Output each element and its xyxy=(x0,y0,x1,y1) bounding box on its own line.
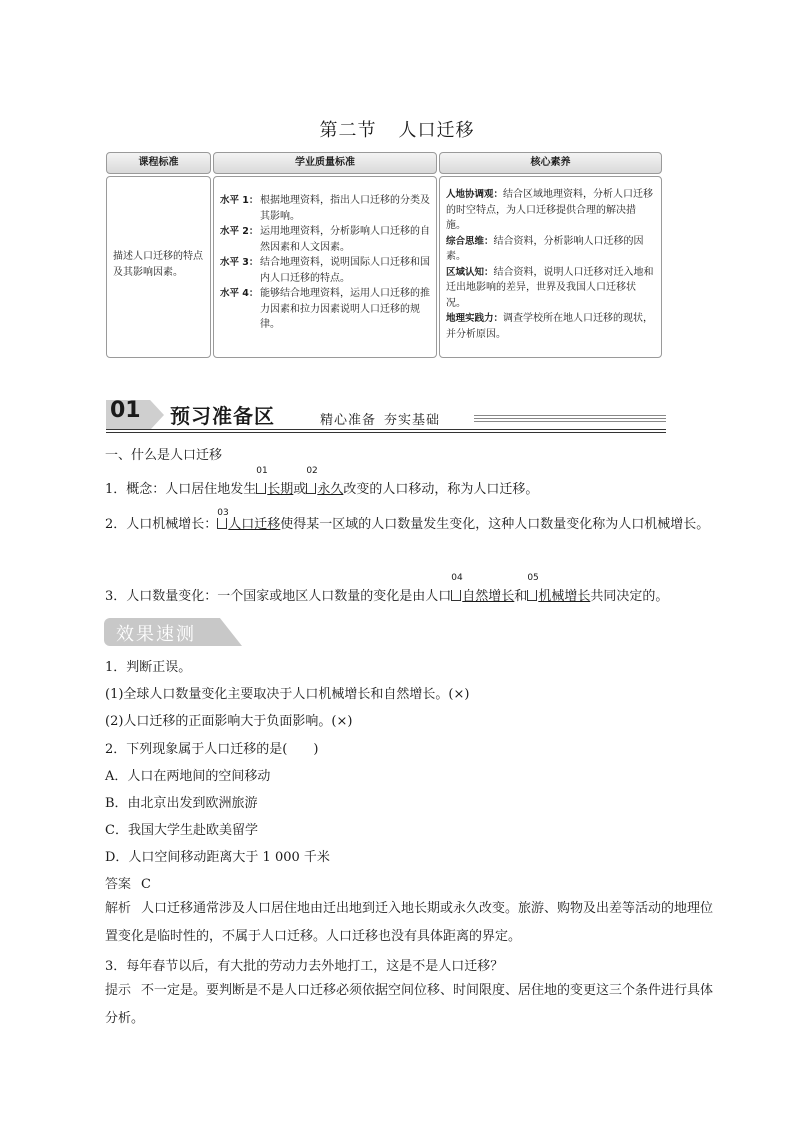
section-topic: 人口迁移 xyxy=(398,120,475,141)
quality-standard-cell xyxy=(213,176,437,358)
q3-stem: 3．每年春节以后，有大批的劳动力去外地打工，这是不是人口迁移？ xyxy=(105,959,504,974)
fill-blank: 02 永久 xyxy=(306,466,344,497)
course-standard-cell xyxy=(106,176,211,358)
literacy-item: 人地协调观：结合区域地理资料，分析人口迁移的时空特点，为人口迁移提供合理的解决措施。 xyxy=(446,189,654,231)
section-banner xyxy=(106,396,666,434)
standards-table xyxy=(106,152,662,358)
hint-text: 不一定是。要判断是不是人口迁移必须依据空间位移、时间限度、居住地的变更这三个条件进行具体分析。 xyxy=(105,983,714,1026)
banner-number: 01 xyxy=(110,398,141,423)
section-heading: 一、什么是人口迁移 xyxy=(105,448,223,463)
concept-item: 1．概念：人口居住地发生 01 长期或 02 永久改变的人口移动，称为人口迁移。 xyxy=(105,466,539,497)
banner-hatch xyxy=(474,415,666,424)
population-change-item: 3．人口数量变化：一个国家或地区人口数量的变化是由人口 04 自然增长和 05 机械增长共同决定的。 xyxy=(105,573,669,604)
q2-stem: 2．下列现象属于人口迁移的是( ) xyxy=(105,742,319,757)
q2-option-b: B．由北京出发到欧洲旅游 xyxy=(105,796,258,811)
q1-statement: (2)人口迁移的正面影响大于负面影响。(×) xyxy=(105,714,353,729)
analysis-text: 人口迁移通常涉及人口居住地由迁出地到迁入地长期或永久改变。旅游、购物及出差等活动的地理位置变化是临时性的，不属于人口迁移。人口迁移也没有具体距离的界定。 xyxy=(105,901,714,944)
fill-blank: 05 机械增长 xyxy=(527,573,591,604)
q1-statement: (1)全球人口数量变化主要取决于人口机械增长和自然增长。(×) xyxy=(105,687,470,702)
banner-subtitle: 精心准备 夯实基础 xyxy=(320,413,441,428)
banner-rule xyxy=(106,429,666,430)
q2-answer xyxy=(105,873,151,892)
q2-option-a: A．人口在两地间的空间移动 xyxy=(105,769,271,784)
page-title xyxy=(0,116,794,142)
literacy-item: 地理实践力：调查学校所在地人口迁移的现状，并分析原因。 xyxy=(446,313,654,340)
level-item: 水平 3： 结合地理资料，说明国际人口迁移和国内人口迁移的特点。 xyxy=(220,257,430,284)
answer-tag: 答案 xyxy=(105,877,132,892)
core-literacy-cell xyxy=(439,176,662,358)
answer-value: C xyxy=(141,877,151,892)
level-item: 水平 1： 根据地理资料，指出人口迁移的分类及其影响。 xyxy=(220,195,430,222)
literacy-item: 综合思维：结合资料，分析影响人口迁移的因素。 xyxy=(446,235,644,262)
quick-test-banner xyxy=(104,618,242,646)
section-number: 第二节 xyxy=(319,120,377,141)
fill-blank: 04 自然增长 xyxy=(451,573,515,604)
q2-option-d: D．人口空间移动距离大于 1 000 千米 xyxy=(105,850,330,865)
fill-blank: 01 长期 xyxy=(256,466,294,497)
course-standard-text: 描述人口迁移的特点及其影响因素。 xyxy=(113,251,203,278)
header-course-standard: 课程标准 xyxy=(106,152,211,174)
header-core-literacy: 核心素养 xyxy=(439,152,662,174)
banner-rule xyxy=(106,432,666,433)
q1-stem: 1．判断正误。 xyxy=(105,660,192,675)
level-item: 水平 4： 能够结合地理资料，运用人口迁移的推力因素和拉力因素说明人口迁移的规律。 xyxy=(220,288,430,330)
analysis-tag: 解析 xyxy=(105,901,132,916)
quick-test-label: 效果速测 xyxy=(116,624,196,645)
level-item: 水平 2： 运用地理资料，分析影响人口迁移的自然因素和人文因素。 xyxy=(220,226,430,253)
mechanical-growth-item: 2．人口机械增长： 03 人口迁移使得某一区域的人口数量发生变化，这种人口数量变化称为人口机械增长。 xyxy=(105,511,717,539)
header-quality-standard: 学业质量标准 xyxy=(213,152,437,174)
q2-option-c: C．我国大学生赴欧美留学 xyxy=(105,823,258,838)
fill-blank: 03 人口迁移 xyxy=(217,508,281,532)
hint-tag: 提示 xyxy=(105,983,132,998)
literacy-item: 区域认知：结合资料，说明人口迁移对迁入地和迁出地影响的差异，世界及我国人口迁移状况。 xyxy=(446,266,654,309)
banner-title: 预习准备区 xyxy=(170,404,275,428)
q2-analysis xyxy=(105,895,717,951)
q3-hint xyxy=(105,977,717,1033)
